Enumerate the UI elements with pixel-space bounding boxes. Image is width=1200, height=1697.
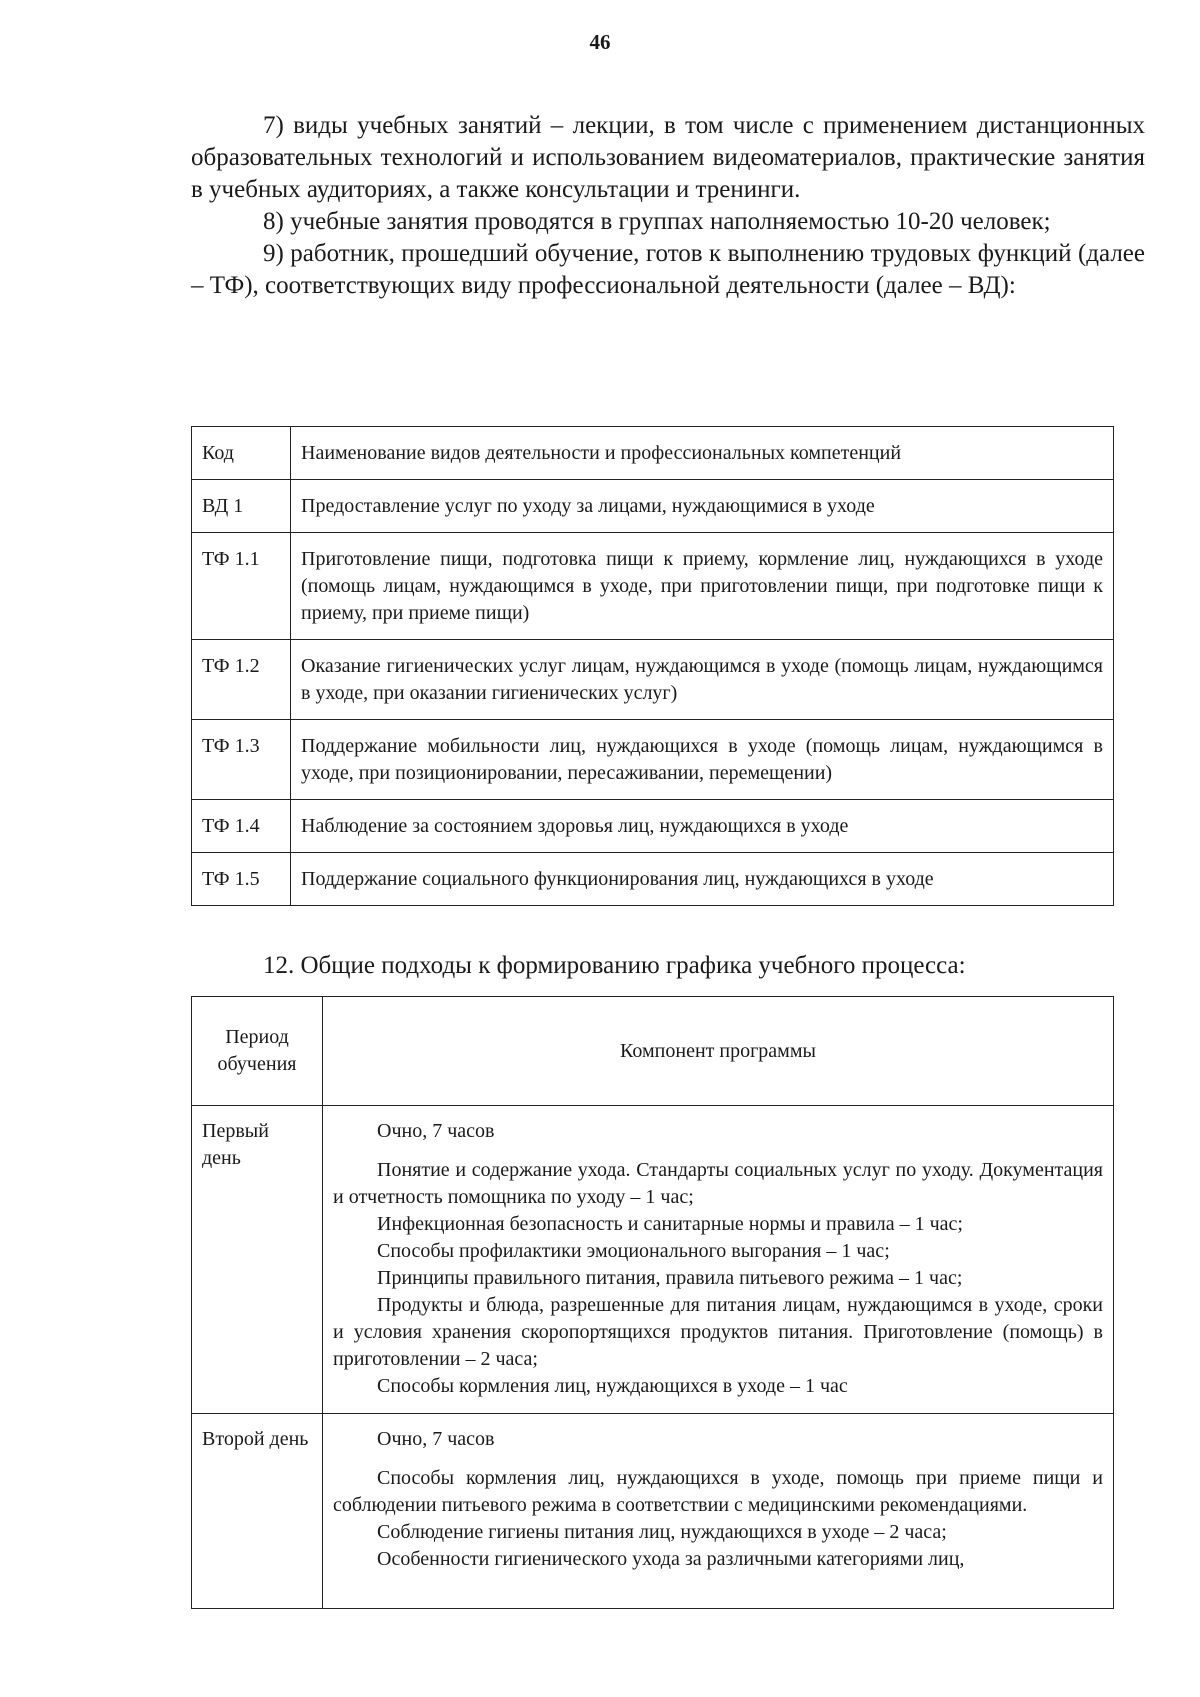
table-row xyxy=(192,853,1114,906)
content-line: Соблюдение гигиены питания лиц, нуждающихся в уходе – 2 часа; xyxy=(377,1521,947,1543)
day-label: Второй день xyxy=(192,1414,323,1609)
content-line: Способы кормления лиц, нуждающихся в уходе – 1 час xyxy=(377,1375,848,1397)
table-header-row xyxy=(192,427,1114,480)
schedule-table xyxy=(191,996,1114,1609)
header-name: Наименование видов деятельности и профессиональных компетенций xyxy=(291,427,1114,480)
row-code: ТФ 1.4 xyxy=(192,800,291,853)
row-text: Поддержание социального функционирования лиц, нуждающихся в уходе xyxy=(291,853,1114,906)
table-row xyxy=(192,533,1114,640)
row-code: ВД 1 xyxy=(192,480,291,533)
paragraph-9: 9) работник, прошедший обучение, готов к выполнению трудовых функций (далее – ТФ), соответствующих виду профессиональной деятельности (далее – ВД): xyxy=(191,240,1145,299)
row-text: Приготовление пищи, подготовка пищи к приему, кормление лиц, нуждающихся в уходе (помощь лицам, нуждающимся в уходе, при приготовлении пищи, при подготовке пищи к приему, при приеме пищи) xyxy=(291,533,1114,640)
table-row xyxy=(192,480,1114,533)
content-line: Способы профилактики эмоционального выгорания – 1 час; xyxy=(377,1240,890,1262)
row-code: ТФ 1.5 xyxy=(192,853,291,906)
row-text: Поддержание мобильности лиц, нуждающихся в уходе (помощь лицам, нуждающимся в уходе, при позиционировании, пересаживании, перемещении) xyxy=(291,720,1114,800)
schedule-row-day-1 xyxy=(192,1106,1114,1414)
day-label: Первый день xyxy=(192,1106,323,1414)
content-line: Понятие и содержание ухода. Стандарты социальных услуг по уходу. Документация и отчетность помощника по уходу – 1 час; xyxy=(333,1159,1103,1208)
activity-competency-table xyxy=(191,426,1114,906)
content-line: Особенности гигиенического ухода за различными категориями лиц, xyxy=(377,1548,965,1570)
header-component: Компонент программы xyxy=(323,997,1114,1106)
header-period: Период обучения xyxy=(192,997,323,1106)
header-code: Код xyxy=(192,427,291,480)
study-mode: Очно, 7 часов xyxy=(377,1428,495,1450)
row-text: Предоставление услуг по уходу за лицами, нуждающимися в уходе xyxy=(291,480,1114,533)
section-12-heading: 12. Общие подходы к формированию графика учебного процесса: xyxy=(263,952,966,979)
paragraph-7: 7) виды учебных занятий – лекции, в том числе с применением дистанционных образовательных технологий и использованием видеоматериалов, практические занятия в учебных аудиториях, а также консультации и тренинги. xyxy=(191,112,1145,203)
content-line: Способы кормления лиц, нуждающихся в уходе, помощь при приеме пищи и соблюдении питьевого режима в соответствии с медицинскими рекомендациями. xyxy=(333,1467,1103,1516)
schedule-row-day-2 xyxy=(192,1414,1114,1609)
content-line: Продукты и блюда, разрешенные для питания лицам, нуждающимся в уходе, сроки и условия хранения скоропортящихся продуктов питания. Приготовление (помощь) в приготовлении – 2 часа; xyxy=(333,1294,1103,1370)
numbered-paragraphs xyxy=(191,110,1145,302)
row-text: Наблюдение за состоянием здоровья лиц, нуждающихся в уходе xyxy=(291,800,1114,853)
content-line: Принципы правильного питания, правила питьевого режима – 1 час; xyxy=(377,1267,963,1289)
day-content xyxy=(323,1106,1114,1414)
page-number: 46 xyxy=(589,30,611,54)
paragraph-8: 8) учебные занятия проводятся в группах наполняемостью 10-20 человек; xyxy=(263,208,1051,235)
row-code: ТФ 1.1 xyxy=(192,533,291,640)
study-mode: Очно, 7 часов xyxy=(377,1120,495,1142)
table-row xyxy=(192,640,1114,720)
row-code: ТФ 1.2 xyxy=(192,640,291,720)
table-row xyxy=(192,720,1114,800)
content-line: Инфекционная безопасность и санитарные нормы и правила – 1 час; xyxy=(377,1213,963,1235)
row-text: Оказание гигиенических услуг лицам, нуждающимся в уходе (помощь лицам, нуждающимся в уходе, при оказании гигиенических услуг) xyxy=(291,640,1114,720)
row-code: ТФ 1.3 xyxy=(192,720,291,800)
table-row xyxy=(192,800,1114,853)
schedule-header-row xyxy=(192,997,1114,1106)
day-content xyxy=(323,1414,1114,1609)
